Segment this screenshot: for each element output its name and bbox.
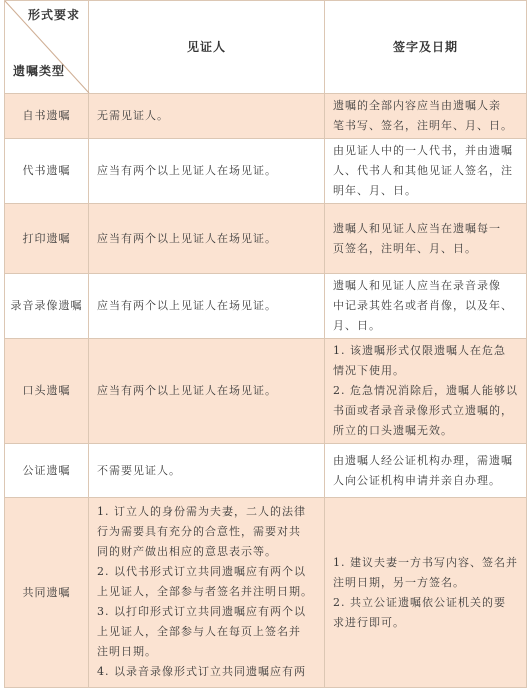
sign-date-cell: 1. 该遗嘱形式仅限遗嘱人在危急 情况下使用。 2. 危急情况消除后，遗嘱人能够以 书面或者录音录像形式立遗嘱的， 所立的口头遗嘱无效。: [325, 339, 527, 444]
table-header-row: [5, 1, 527, 94]
header-witness: 见证人: [89, 1, 325, 94]
will-type-cell: 口头遗嘱: [5, 339, 89, 444]
table-row: [5, 274, 527, 339]
table-row: [5, 139, 527, 204]
sign-date-cell: 由遗嘱人经公证机构办理，需遗嘱 人向公证机构申请并亲自办理。: [325, 444, 527, 498]
witness-cell: 应当有两个以上见证人在场见证。: [89, 204, 325, 274]
table-row: [5, 444, 527, 498]
table-row: [5, 339, 527, 444]
will-requirements-table: [4, 0, 527, 688]
will-type-cell: 录音录像遗嘱: [5, 274, 89, 339]
witness-cell: 无需见证人。: [89, 94, 325, 139]
witness-cell: 应当有两个以上见证人在场见证。: [89, 339, 325, 444]
will-type-cell: 公证遗嘱: [5, 444, 89, 498]
sign-date-cell: 由见证人中的一人代书，并由遗嘱 人、代书人和其他见证人签名，注 明年、月、日。: [325, 139, 527, 204]
table-row: [5, 204, 527, 274]
sign-date-cell: 遗嘱人和见证人应当在录音录像 中记录其姓名或者肖像，以及年、 月、日。: [325, 274, 527, 339]
witness-cell: 1. 订立人的身份需为夫妻，二人的法律 行为需要具有充分的合意性，需要对共 同的财产做出相应的意思表示等。 2. 以代书形式订立共同遗嘱应有两个以 上见证人，全部参与者签名并注明日期。 3. 以打印形式订立共同遗嘱应有两个以 上见证人，全部参与人在每页上签名并 注明日期。 4. 以录音录像形式订立共同遗嘱应有两: [89, 498, 325, 688]
sign-date-cell: 遗嘱的全部内容应当由遗嘱人亲 笔书写、签名，注明年、月、日。: [325, 94, 527, 139]
will-type-cell: 自书遗嘱: [5, 94, 89, 139]
table-row: [5, 498, 527, 688]
sign-date-cell: 1. 建议夫妻一方书写内容、签名并 注明日期，另一方签名。 2. 共立公证遗嘱依公证机关的要 求进行即可。: [325, 498, 527, 688]
will-type-cell: 共同遗嘱: [5, 498, 89, 688]
sign-date-cell: 遗嘱人和见证人应当在遗嘱每一 页签名，注明年、月、日。: [325, 204, 527, 274]
header-sign-date: 签字及日期: [325, 1, 527, 94]
will-type-cell: 打印遗嘱: [5, 204, 89, 274]
header-form-requirement: 形式要求: [27, 8, 80, 22]
header-corner-cell: [5, 1, 89, 94]
witness-cell: 应当有两个以上见证人在场见证。: [89, 274, 325, 339]
header-will-type: 遗嘱类型: [13, 64, 66, 78]
witness-cell: 应当有两个以上见证人在场见证。: [89, 139, 325, 204]
witness-cell: 不需要见证人。: [89, 444, 325, 498]
will-type-cell: 代书遗嘱: [5, 139, 89, 204]
table-row: [5, 94, 527, 139]
